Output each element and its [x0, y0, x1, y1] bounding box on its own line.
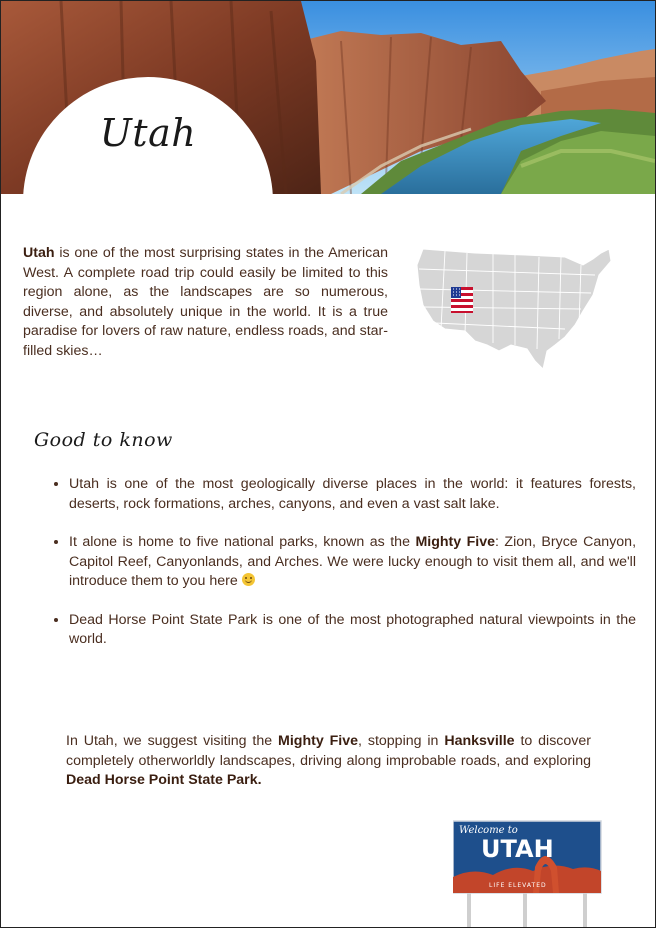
sign-welcome-text: Welcome to	[459, 825, 518, 836]
list-item	[69, 475, 636, 514]
list-item	[69, 533, 636, 592]
sign-tagline-text: LIFE ELEVATED	[489, 882, 547, 889]
fact-text: Utah is one of the most geologically diverse places in the world: it features forests, deserts, rock formations, arches, canyons, and even a vast salt lake.	[69, 476, 636, 512]
fact-text: : Zion, Bryce Canyon, Capitol Reef, Canyonlands, and Arches. We were lucky enough to visit them all, and we'll introduce them to you here	[69, 534, 637, 589]
utah-flag-marker	[451, 287, 473, 313]
fact-bold: Mighty Five	[415, 534, 496, 550]
fact-text: Dead Horse Point State Park is one of the most photographed natural viewpoints in the world.	[69, 611, 636, 647]
us-map-image	[415, 245, 615, 371]
good-to-know-heading: Good to know	[34, 429, 173, 451]
page-title: Utah	[99, 111, 197, 155]
fact-text: It alone is home to five national parks, known as the	[69, 534, 416, 550]
intro-paragraph	[23, 244, 388, 361]
sign-state-text: UTAH	[481, 835, 554, 863]
suggestion-text: to discover completely otherworldly landscapes, driving along improbable roads, and exploring	[66, 733, 591, 769]
suggestion-text: In Utah, we suggest visiting the	[66, 733, 279, 749]
smiley-icon	[242, 573, 255, 586]
list-item	[69, 611, 636, 650]
suggestion-bold: Mighty Five	[278, 733, 359, 749]
intro-text: is one of the most surprising states in the American West. A complete road trip could easily be limited to this region alone, as the landscapes are so numerous, diverse, and absolutely unique in the world. It is a true paradise for lovers of raw nature, endless roads, and star-filled skies…	[23, 245, 388, 359]
welcome-sign-image	[453, 819, 603, 928]
intro-state-name: Utah	[23, 245, 55, 261]
suggestion-bold: Dead Horse Point State Park.	[66, 772, 262, 788]
suggestion-text: , stopping in	[358, 733, 445, 749]
suggestion-bold: Hanksville	[444, 733, 515, 749]
suggestion-paragraph	[66, 732, 591, 791]
facts-list	[47, 475, 636, 669]
